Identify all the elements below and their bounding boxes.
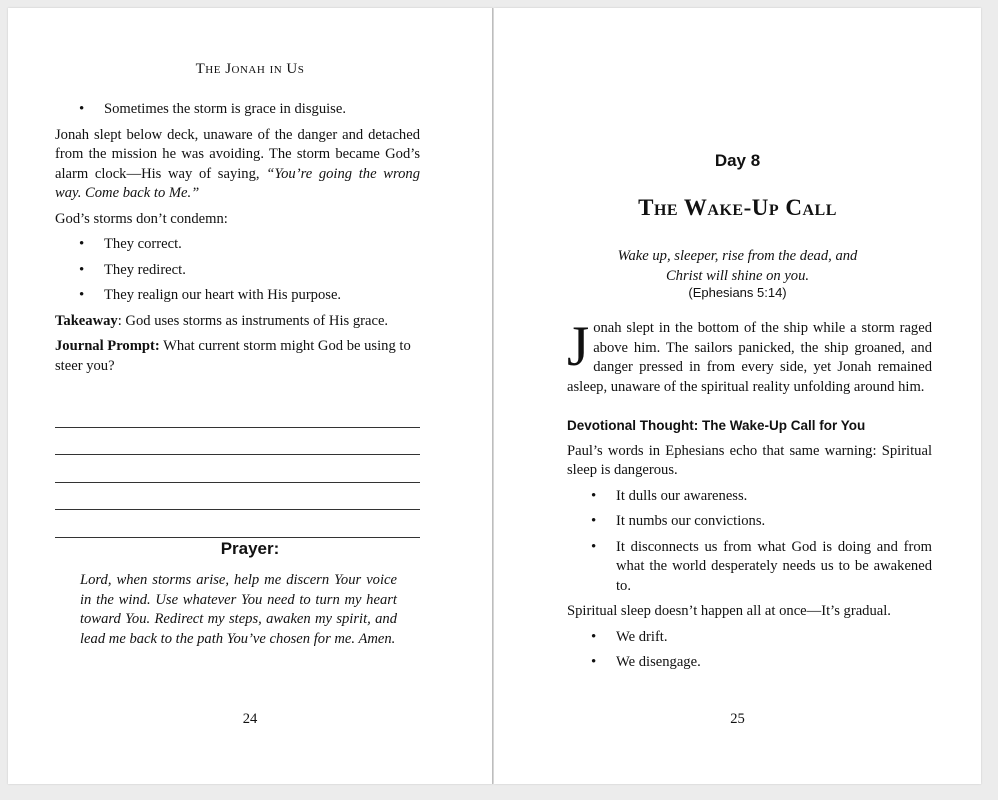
bullet-list-top [55,100,420,120]
right-body-text [567,315,932,679]
list-item: • They correct. [104,235,420,255]
verse-reference: (Ephesians 5:14) [688,285,787,300]
page-number-right: 25 [730,711,745,727]
storms-intro: God’s storms don’t condemn: [55,210,228,227]
list-item: • It numbs our convictions. [616,512,932,532]
list-item: • They realign our heart with His purpose. [104,286,420,306]
journal-prompt-paragraph [55,337,420,376]
bullet-list-drift [567,628,932,673]
journal-line [55,455,420,483]
list-item: • It dulls our awareness. [616,487,932,507]
paragraph-jonah-slept [55,126,420,204]
journal-line [55,483,420,511]
scripture-verse [494,247,981,286]
paragraph-quote: “You’re going the wrong way. Come back to Me.” [55,165,420,201]
day-label: Day 8 [714,151,761,170]
verse-line: Wake up, sleeper, rise from the dead, and [617,248,858,264]
gradual-paragraph: Spiritual sleep doesn’t happen all at once—It’s gradual. [567,603,891,619]
list-item: • We disengage. [616,653,932,673]
journal-line [55,400,420,428]
bullet-list-storms [55,235,420,306]
takeaway-text: : God uses storms as instruments of His grace. [117,312,389,329]
list-item: • It disconnects us from what God is doing and from what the world desperately needs us to be awakened to. [616,538,932,597]
journal-line [55,428,420,456]
list-item: • Sometimes the storm is grace in disguise. [104,100,420,120]
prayer-text: Lord, when storms arise, help me discern Your voice in the wind. Use whatever You need to turn my heart toward You. Redirect my steps, awaken my spirit, and lead me back to the path You’ve chosen for me. Amen. [80,572,397,647]
journal-prompt-text: What current storm might God be using to steer you? [55,338,411,374]
verse-line: Christ will shine on you. [665,267,810,284]
journal-line [55,510,420,538]
left-page [8,8,493,784]
intro-paragraph [567,315,932,397]
chapter-title: The Wake-Up Call [638,195,837,220]
journal-prompt-label: Journal Prompt: [55,338,160,354]
left-body-text [55,100,420,538]
dropcap-letter: J [567,315,590,378]
takeaway-label: Takeaway [55,312,118,329]
devotional-thought-heading: Devotional Thought: The Wake-Up Call for You [567,418,866,433]
right-page [494,8,981,784]
list-item: • They redirect. [104,261,420,281]
takeaway-paragraph [55,312,420,332]
journal-lines [55,400,420,538]
paul-paragraph: Paul’s words in Ephesians echo that same warning: Spiritual sleep is dangerous. [567,442,932,478]
intro-text: onah slept in the bottom of the ship while a storm raged above him. The sailors panicked, the ship groaned, and danger pressed in from every side, yet Jonah remained asleep, unaware of the spiritual reality unfolding around him. [567,320,932,395]
bullet-list-dangers [567,487,932,597]
prayer-heading: Prayer: [220,539,280,558]
running-head: The Jonah in Us [195,61,305,77]
list-item: • We drift. [616,628,932,648]
paragraph-text: Jonah slept below deck, unaware of the danger and detached from the mission he was avoiding. The storm became God’s alarm clock—His way of saying, [55,126,420,182]
page-number-left: 24 [242,711,258,727]
